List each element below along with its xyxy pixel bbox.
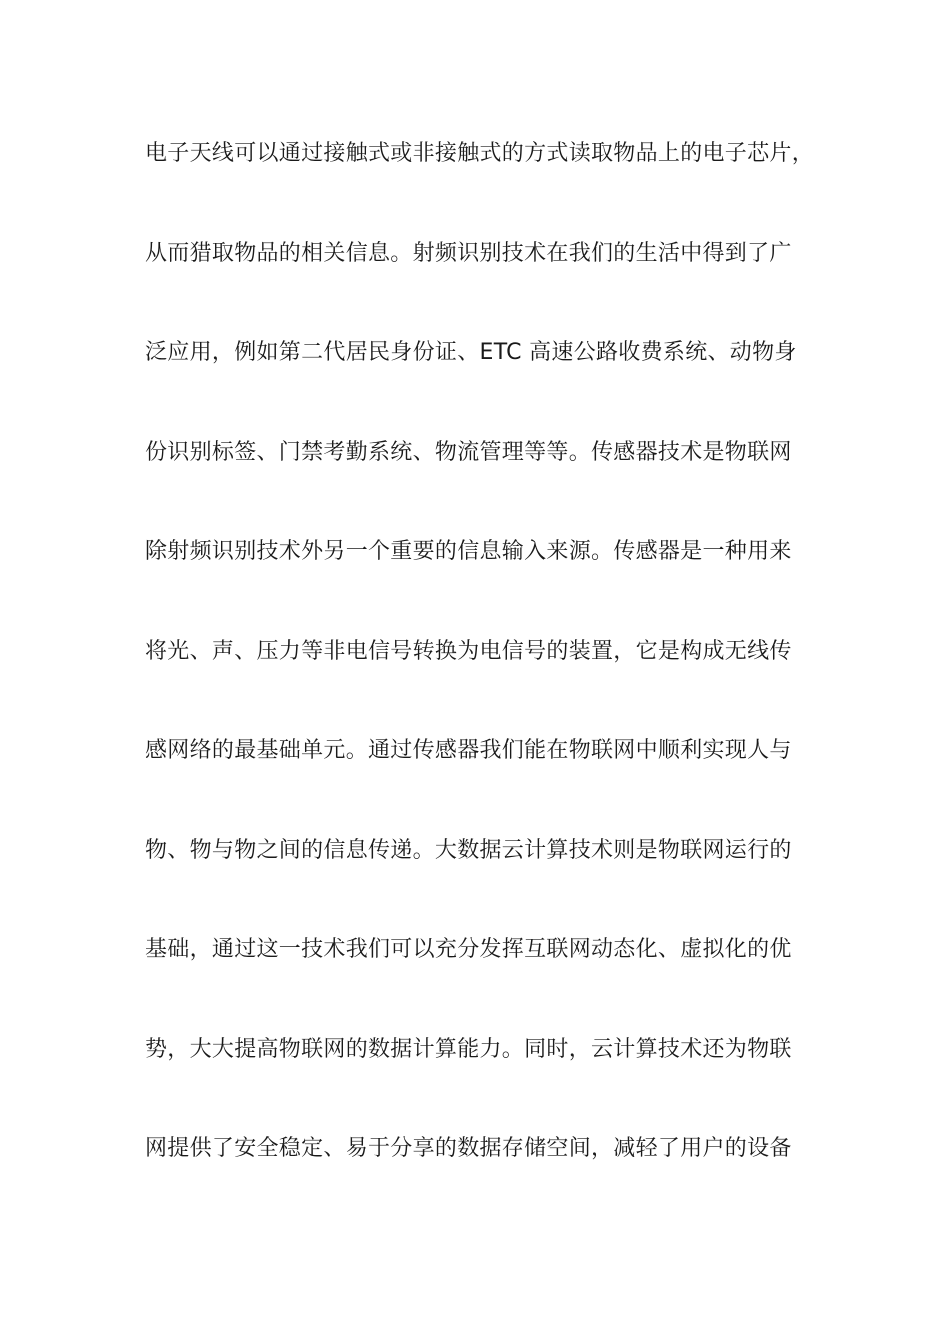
text-line: 物、物与物之间的信息传递。大数据云计算技术则是物联网运行的 [145, 837, 792, 863]
text-line: 泛应用，例如第二代居民身份证、ETC 高速公路收费系统、动物身 [145, 340, 797, 365]
text-line: 基础，通过这一技术我们可以充分发挥互联网动态化、虚拟化的优 [145, 937, 792, 962]
body-text [145, 130, 825, 1225]
text-line: 网提供了安全稳定、易于分享的数据存储空间，减轻了用户的设备 [145, 1136, 792, 1161]
text-line: 从而猎取物品的相关信息。射频识别技术在我们的生活中得到了广 [145, 240, 792, 266]
text-line: 份识别标签、门禁考勤系统、物流管理等等。传感器技术是物联网 [145, 439, 792, 465]
text-line: 势，大大提高物联网的数据计算能力。同时，云计算技术还为物联 [145, 1036, 792, 1062]
text-line: 除射频识别技术外另一个重要的信息输入来源。传感器是一种用来 [145, 539, 792, 564]
text-line: 将光、声、压力等非电信号转换为电信号的装置，它是构成无线传 [145, 638, 792, 664]
text-line: 电子天线可以通过接触式或非接触式的方式读取物品上的电子芯片， [145, 141, 815, 166]
text-line: 感网络的最基础单元。通过传感器我们能在物联网中顺利实现人与 [145, 738, 792, 763]
